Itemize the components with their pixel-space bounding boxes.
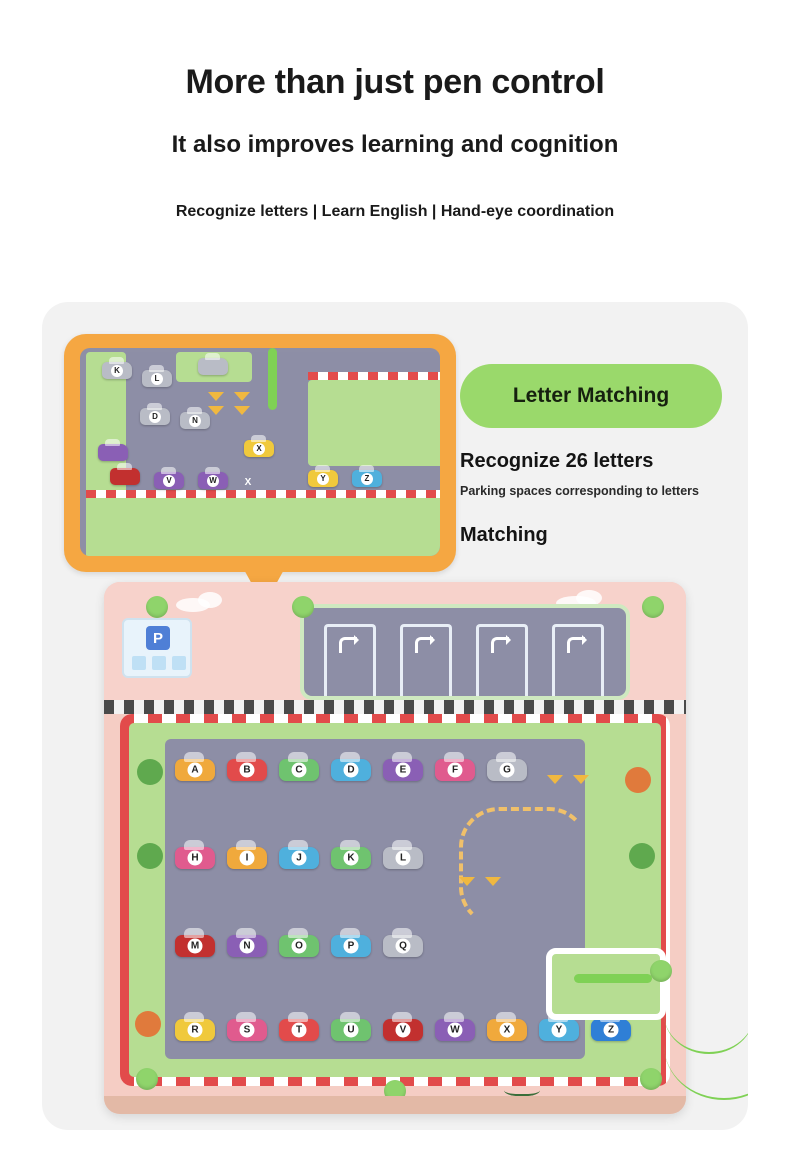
car-label: W	[448, 1023, 463, 1038]
car-P[interactable]	[331, 935, 371, 957]
corner-knob-top-left[interactable]	[146, 596, 168, 618]
car-R[interactable]	[175, 1019, 215, 1041]
cloud-icon	[198, 592, 222, 608]
car-label: U	[344, 1023, 359, 1038]
car-label: Z	[604, 1023, 619, 1038]
chevron-icon	[573, 775, 589, 784]
car-Y[interactable]	[539, 1019, 579, 1041]
board-bottom-edge	[104, 1096, 686, 1114]
page-title: More than just pen control	[185, 63, 605, 101]
car-label: N	[240, 939, 255, 954]
car-W[interactable]	[435, 1019, 475, 1041]
maze-board	[104, 582, 686, 1114]
grass-inner	[129, 723, 661, 1077]
car-label: H	[188, 851, 203, 866]
garage-slot-4[interactable]	[552, 624, 604, 696]
zoom-border-stripe-2	[308, 372, 440, 380]
pen-holder-track	[546, 948, 666, 1020]
car-M[interactable]	[175, 935, 215, 957]
car-label: D	[344, 763, 359, 778]
car-label: Y	[552, 1023, 567, 1038]
car-N[interactable]	[227, 935, 267, 957]
car-label: M	[188, 939, 203, 954]
car-X[interactable]	[487, 1019, 527, 1041]
grass-area	[120, 714, 670, 1086]
car-C[interactable]	[279, 759, 319, 781]
car-label: P	[344, 939, 359, 954]
zoom-car-U[interactable]	[110, 468, 140, 485]
recognize-letters-text: Recognize 26 letters	[460, 450, 654, 472]
window-icon	[172, 656, 186, 670]
zoom-car-W[interactable]	[198, 472, 228, 489]
car-label: R	[188, 1023, 203, 1038]
window-icon	[152, 656, 166, 670]
parking-spaces-text: Parking spaces corresponding to letters	[460, 484, 699, 498]
car-label: B	[240, 763, 255, 778]
chevron-icon	[459, 877, 475, 886]
zoom-car-label: X	[253, 443, 265, 455]
zoom-border-stripe-1	[86, 490, 440, 498]
headings-block	[0, 0, 790, 221]
corner-knob-bottom-right[interactable]	[640, 1068, 662, 1090]
car-label: F	[448, 763, 463, 778]
car-label: V	[396, 1023, 411, 1038]
car-K[interactable]	[331, 847, 371, 869]
chevron-icon	[485, 877, 501, 886]
car-label: L	[396, 851, 411, 866]
garage-slot-1[interactable]	[324, 624, 376, 696]
zoom-car-label: Z	[361, 473, 373, 485]
garage-slot-2[interactable]	[400, 624, 452, 696]
car-label: Q	[396, 939, 411, 954]
window-icon	[132, 656, 146, 670]
zoom-grass-bottom	[86, 498, 440, 556]
zoom-car-label: W	[207, 475, 219, 487]
car-B[interactable]	[227, 759, 267, 781]
car-label: J	[292, 851, 307, 866]
car-L[interactable]	[383, 847, 423, 869]
bicycle-icon	[504, 1082, 540, 1096]
magnetic-pen[interactable]	[574, 974, 652, 983]
tree-icon	[629, 843, 655, 869]
zoom-car-N[interactable]	[180, 412, 210, 429]
zoom-callout-image	[80, 348, 440, 556]
tree-icon	[135, 1011, 161, 1037]
zoom-car-Z[interactable]	[352, 470, 382, 487]
product-photo-card	[42, 302, 748, 1130]
car-label: G	[500, 763, 515, 778]
car-G[interactable]	[487, 759, 527, 781]
zoom-chevron-3	[234, 392, 250, 401]
garage-panel	[300, 604, 630, 700]
car-label: O	[292, 939, 307, 954]
car-Z[interactable]	[591, 1019, 631, 1041]
car-O[interactable]	[279, 935, 319, 957]
zoom-chevron-2	[208, 406, 224, 415]
zoom-car-V[interactable]	[154, 472, 184, 489]
car-label: K	[344, 851, 359, 866]
pen-knob[interactable]	[650, 960, 672, 982]
zoom-empty-stall-label: X	[244, 476, 252, 488]
car-J[interactable]	[279, 847, 319, 869]
car-label: A	[188, 763, 203, 778]
board-frame	[104, 582, 686, 1114]
zoom-car-label: D	[149, 411, 161, 423]
zoom-car-label: Y	[317, 473, 329, 485]
zoom-car-extra-1[interactable]	[198, 358, 228, 375]
car-label: T	[292, 1023, 307, 1038]
turn-arrow-icon	[415, 637, 433, 653]
turn-arrow-icon	[567, 637, 585, 653]
matching-text: Matching	[460, 524, 548, 546]
tree-icon	[625, 767, 651, 793]
car-label: S	[240, 1023, 255, 1038]
car-S[interactable]	[227, 1019, 267, 1041]
car-V[interactable]	[383, 1019, 423, 1041]
car-U[interactable]	[331, 1019, 371, 1041]
letter-matching-badge[interactable]: Letter Matching	[460, 364, 722, 428]
corner-knob-top-mid[interactable]	[292, 596, 314, 618]
car-F[interactable]	[435, 759, 475, 781]
turn-arrow-icon	[491, 637, 509, 653]
zoom-moving-car[interactable]	[244, 440, 274, 457]
dashed-road-path	[459, 807, 589, 927]
zoom-car-label: K	[111, 365, 123, 377]
zoom-car-extra-2[interactable]	[98, 444, 128, 461]
chevron-icon	[547, 775, 563, 784]
car-E[interactable]	[383, 759, 423, 781]
car-label: I	[240, 851, 255, 866]
tree-icon	[137, 759, 163, 785]
zoom-car-K[interactable]	[102, 362, 132, 379]
zoom-car-D[interactable]	[140, 408, 170, 425]
car-H[interactable]	[175, 847, 215, 869]
parking-letter: P	[146, 626, 170, 650]
car-A[interactable]	[175, 759, 215, 781]
turn-arrow-icon	[339, 637, 357, 653]
car-I[interactable]	[227, 847, 267, 869]
corner-knob-bottom-left[interactable]	[136, 1068, 158, 1090]
zoom-car-label: V	[163, 475, 175, 487]
car-label: C	[292, 763, 307, 778]
checkered-divider	[104, 700, 686, 714]
car-label: E	[396, 763, 411, 778]
corner-knob-top-right[interactable]	[642, 596, 664, 618]
zoom-car-label: N	[189, 415, 201, 427]
zoom-chevron-1	[208, 392, 224, 401]
zoom-chevron-4	[234, 406, 250, 415]
car-Q[interactable]	[383, 935, 423, 957]
page-subtitle: It also improves learning and cognition	[171, 130, 619, 158]
zoom-callout-bubble	[64, 334, 456, 572]
zoom-car-label: L	[151, 373, 163, 385]
zoom-grass-right	[308, 380, 440, 466]
parking-sign-building	[122, 618, 192, 678]
zoom-car-Y[interactable]	[308, 470, 338, 487]
car-T[interactable]	[279, 1019, 319, 1041]
garage-slot-3[interactable]	[476, 624, 528, 696]
feature-list: Recognize letters | Learn English | Hand-eye coordination	[175, 202, 615, 220]
zoom-car-L[interactable]	[142, 370, 172, 387]
car-label: X	[500, 1023, 515, 1038]
car-D[interactable]	[331, 759, 371, 781]
zoom-magnetic-pen[interactable]	[268, 348, 277, 410]
tree-icon	[137, 843, 163, 869]
